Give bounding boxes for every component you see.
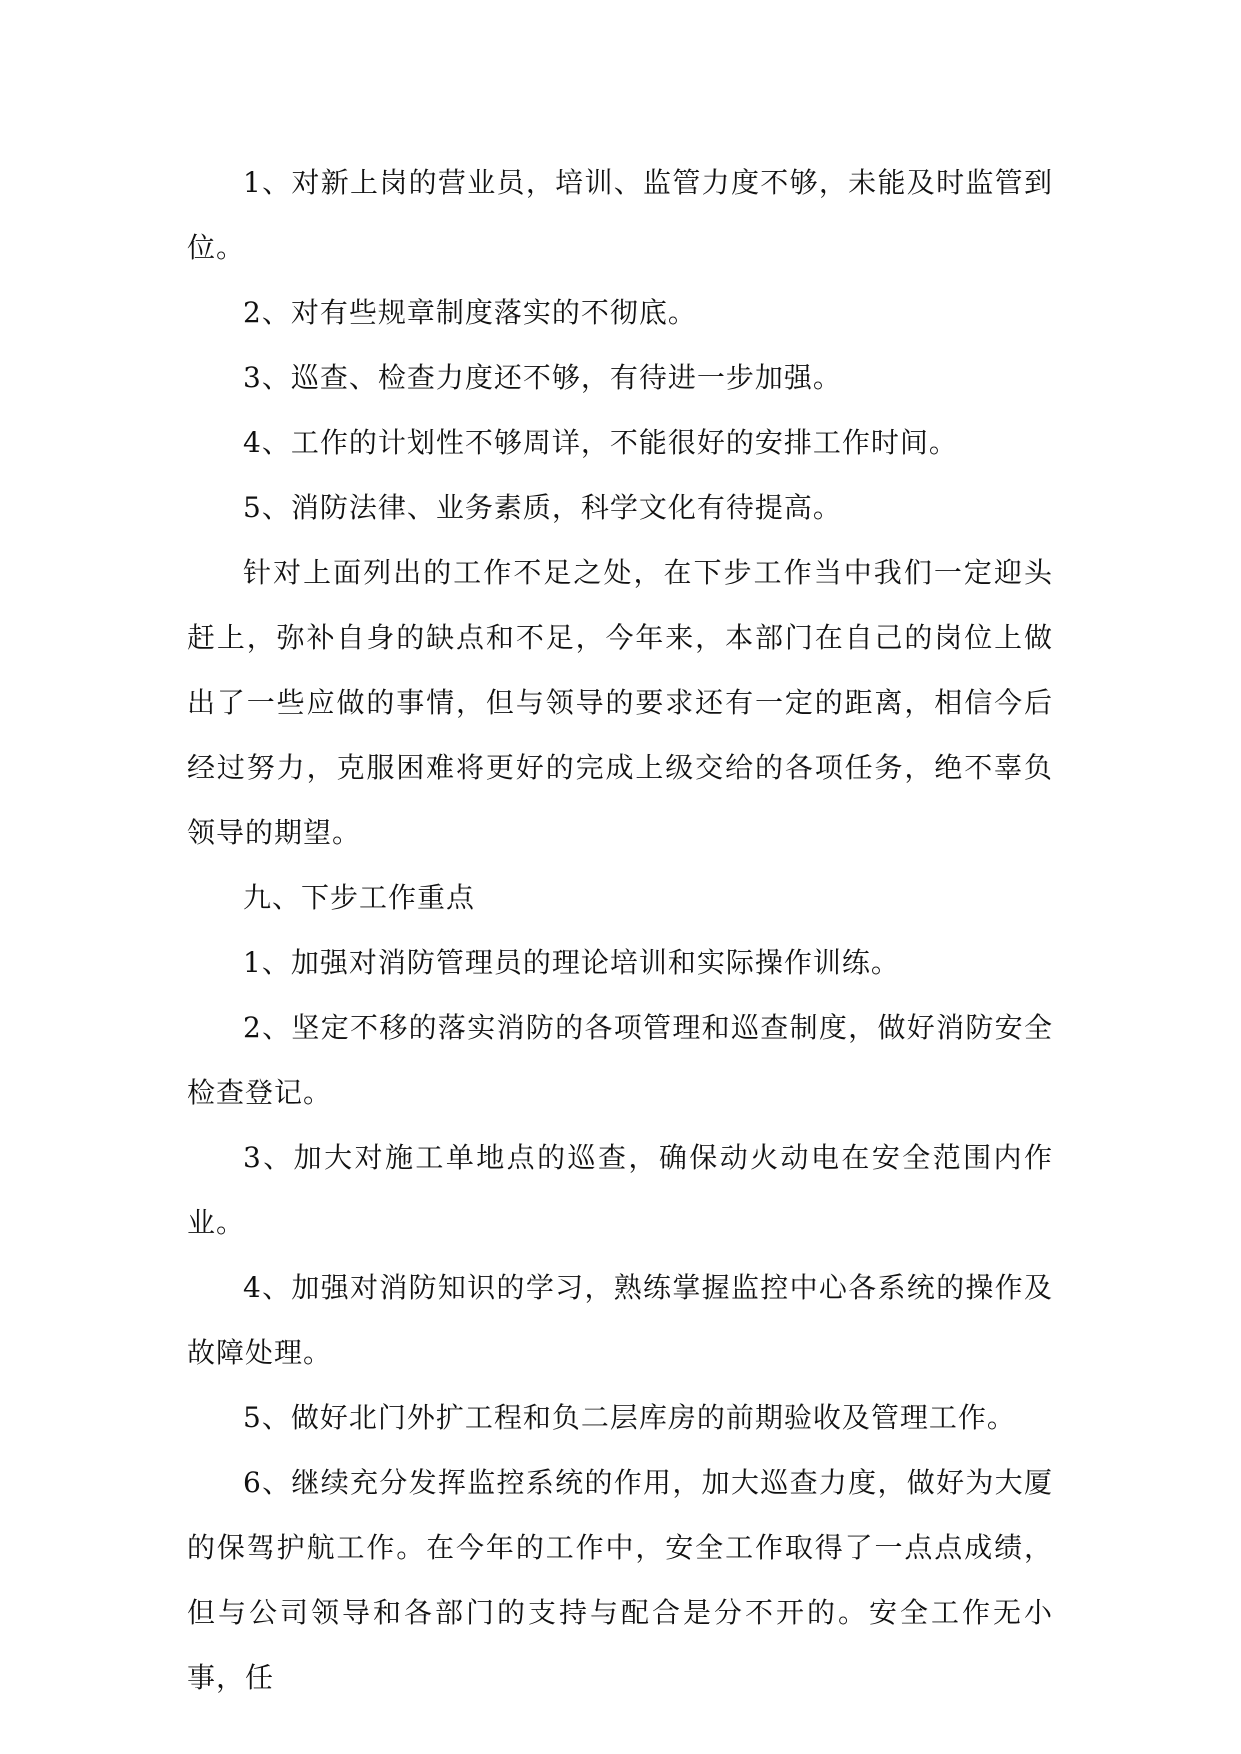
document-body [187, 150, 1053, 1710]
paragraph-plan-4: 4、加强对消防知识的学习，熟练掌握监控中心各系统的操作及故障处理。 [187, 1271, 1053, 1369]
paragraph-shortcoming-1: 1、对新上岗的营业员，培训、监管力度不够，未能及时监管到位。 [187, 166, 1053, 264]
paragraph-shortcoming-4: 4、工作的计划性不够周详，不能很好的安排工作时间。 [243, 426, 958, 459]
paragraph-shortcoming-2: 2、对有些规章制度落实的不彻底。 [243, 296, 697, 329]
section-heading-next-steps: 九、下步工作重点 [243, 881, 476, 914]
paragraph-shortcoming-5: 5、消防法律、业务素质，科学文化有待提高。 [243, 491, 842, 524]
paragraph-plan-3: 3、加大对施工单地点的巡查，确保动火动电在安全范围内作业。 [187, 1141, 1053, 1239]
paragraph-plan-6: 6、继续充分发挥监控系统的作用，加大巡查力度，做好为大厦的保驾护航工作。在今年的工作中，安全工作取得了一点点成绩，但与公司领导和各部门的支持与配合是分不开的。安全工作无小事，任 [187, 1466, 1053, 1694]
paragraph-shortcoming-3: 3、巡查、检查力度还不够，有待进一步加强。 [243, 361, 842, 394]
paragraph-plan-2: 2、坚定不移的落实消防的各项管理和巡查制度，做好消防安全检查登记。 [187, 1011, 1053, 1109]
paragraph-plan-5: 5、做好北门外扩工程和负二层库房的前期验收及管理工作。 [243, 1401, 1016, 1434]
paragraph-summary: 针对上面列出的工作不足之处，在下步工作当中我们一定迎头赶上，弥补自身的缺点和不足，今年来，本部门在自己的岗位上做出了一些应做的事情，但与领导的要求还有一定的距离，相信今后经过努力，克服困难将更好的完成上级交给的各项任务，绝不辜负领导的期望。 [187, 556, 1053, 849]
paragraph-plan-1: 1、加强对消防管理员的理论培训和实际操作训练。 [243, 946, 900, 979]
